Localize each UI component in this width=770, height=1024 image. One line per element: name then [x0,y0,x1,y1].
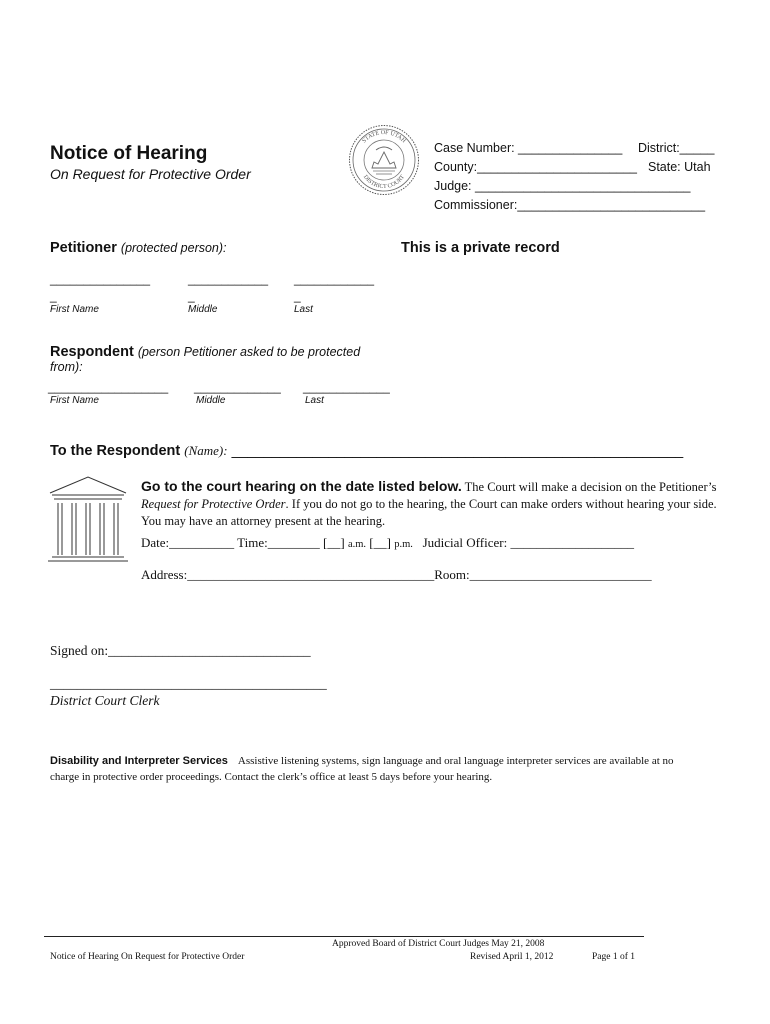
footer-revised: Revised April 1, 2012 [470,952,554,962]
petitioner-first-name-label: First Name [50,304,99,315]
pm-checkbox: [__] [369,535,391,550]
pm-label: p.m. [394,539,413,550]
courthouse-icon [48,473,128,563]
to-respondent-name-line: ________________________________________________________ [231,443,684,459]
hearing-instructions [141,478,721,530]
hearing-address-row [141,567,652,583]
disability-services-notice [50,753,700,785]
petitioner-last-name-line-wrap: _ [294,289,301,303]
room-field: Room:____________________________ [434,567,652,582]
private-record-notice: This is a private record [401,240,560,256]
signed-on-field: Signed on:______________________________ [50,643,311,658]
respondent-last-name-line: _____________ [303,380,390,394]
commissioner-field: Commissioner:___________________________ [434,198,706,212]
respondent-middle-name-line: _____________ [194,380,281,394]
respondent-first-name-line: __________________ [48,380,169,394]
am-checkbox: [__] [323,535,345,550]
seal-top-text: STATE OF UTAH [361,129,407,145]
address-field: Address:______________________________________ [141,567,435,582]
clerk-signature-line: _________________________________________ [50,676,327,691]
respondent-label: Respondent [50,344,134,360]
to-respondent-heading [50,443,683,459]
petitioner-first-name-line-wrap: _ [50,289,57,303]
disability-text: Assistive listening systems, sign language and oral language interpreter services are available at no charge in protective order proceedings. Contact the clerk’s office at least 5 days before your hearing. [50,755,674,783]
to-respondent-label: To the Respondent [50,443,181,459]
respondent-heading [50,345,390,375]
disability-heading: Disability and Interpreter Services [50,755,228,767]
judge-field: Judge: _______________________________ [434,179,691,193]
state-field: State: Utah [648,160,711,174]
respondent-first-name-label: First Name [50,395,99,406]
page-title: Notice of Hearing [50,143,208,164]
am-label: a.m. [347,539,367,550]
case-number-field: Case Number: _______________ [434,141,623,155]
to-respondent-name-label: (Name): [184,443,228,458]
respondent-paren: (person Petitioner asked to be protected from): [50,345,361,374]
svg-text:STATE OF UTAH [361,130,407,145]
hearing-text-italic: Request for Protective Order [141,497,286,511]
page-subtitle: On Request for Protective Order [50,166,251,182]
county-field: County:_______________________ [434,160,637,174]
respondent-middle-name-label: Middle [196,395,226,406]
petitioner-middle-name-label: Middle [188,304,218,315]
footer-approved: Approved Board of District Court Judges May 21, 2008 [332,939,545,949]
date-field: Date:__________ [141,535,235,550]
petitioner-paren: (protected person): [120,241,227,255]
petitioner-last-name-line: ____________ [294,272,375,286]
footer-form-title: Notice of Hearing On Request for Protective Order [50,952,245,962]
footer-divider [44,936,644,937]
hearing-date-time-row [141,535,634,551]
petitioner-middle-name-line-wrap: _ [188,289,195,303]
hearing-text-a: The Court will make a decision on the Petitioner’s [461,480,717,494]
petitioner-label: Petitioner [50,240,117,256]
state-seal-icon [348,124,420,196]
hearing-lead: Go to the court hearing on the date listed below. [141,478,462,494]
district-field: District:_____ [638,141,715,155]
svg-text:DISTRICT COURT [362,174,406,190]
time-field: Time:________ [237,535,320,550]
petitioner-middle-name-line: ____________ [188,272,269,286]
petitioner-heading [50,240,227,256]
hearing-text-b: . If you do not go to the hearing, the Court can make orders without hearing your side. You may have an attorney present at the hearing. [141,497,717,528]
clerk-label: District Court Clerk [50,693,160,708]
judicial-officer-field: Judicial Officer: ___________________ [422,535,634,550]
petitioner-last-name-label: Last [294,304,313,315]
seal-bottom-text: DISTRICT COURT [361,174,407,191]
footer-page-number: Page 1 of 1 [592,952,636,962]
respondent-last-name-label: Last [305,395,324,406]
petitioner-first-name-line: _______________ [50,272,151,286]
